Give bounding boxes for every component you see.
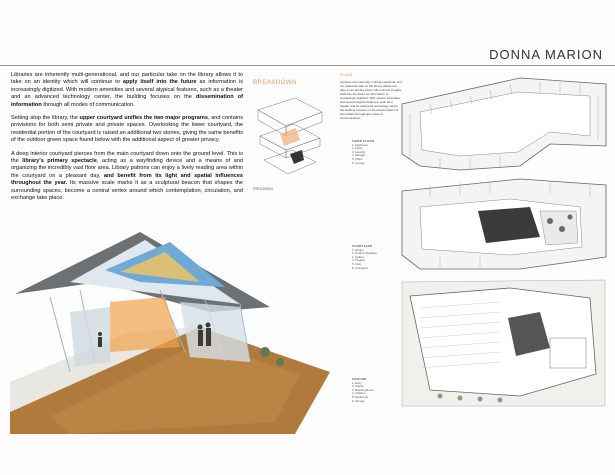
plans-title: PLANS bbox=[340, 73, 353, 77]
legend-item: 2. Stacks bbox=[352, 384, 364, 389]
paragraph-1 bbox=[11, 72, 243, 109]
paragraph-3 bbox=[11, 151, 243, 203]
body-text: through all modes of communication. bbox=[41, 101, 135, 108]
body-text: as information is increasingly digitized. With modern amenities and several atypical features, such as a theater and an advanced technology center, the building focuses on the bbox=[11, 79, 243, 101]
legend-item: 5. Café bbox=[352, 261, 362, 266]
legend-item: 4. Storage bbox=[352, 153, 365, 158]
legend-item: 5. Media Lab bbox=[352, 394, 369, 399]
floor-plan-courtyard bbox=[400, 177, 608, 272]
legend-item: 3. Gallery bbox=[352, 254, 364, 259]
header-divider bbox=[0, 65, 615, 66]
legend-title: THIRD FLOOR bbox=[352, 139, 375, 143]
body-text: A deep interior courtyard pierces from the main courtyard down onto the ground level. This is the bbox=[11, 150, 243, 165]
body-text: Setting atop the library, the bbox=[11, 115, 80, 122]
emphasis-text: upper courtyard unifies the two major programs bbox=[79, 115, 208, 122]
plans-caption: Libraries are inherently multi-generational, and our particular take on the library allows it to take on an identity which will continue to apply itself into the future as information is increasingly digitized. With modern amenities and several atypical features, such as a theater and an advanced technology center, the building focuses on the dissemination of information through all modes of communication. bbox=[340, 80, 402, 120]
legend-title: GROUND bbox=[352, 377, 367, 381]
breakdown-diagram bbox=[250, 88, 330, 188]
courtyard-rendering bbox=[10, 212, 335, 434]
legend-item: 6. Courtyard bbox=[352, 265, 368, 270]
legend-item: 1. Apartment bbox=[352, 142, 368, 147]
legend-item: 2. Outdoor Reading bbox=[352, 251, 377, 256]
legend-item: 4. Children bbox=[352, 391, 366, 396]
breakdown-title: BREAKDOWN bbox=[253, 80, 297, 86]
body-text: Libraries are inherently multi-generational, and our particular take on the library allows it to take on an identity which will continue to bbox=[11, 72, 243, 86]
legend-item: 3. Laundry bbox=[352, 149, 366, 154]
legend-ground bbox=[352, 378, 396, 403]
legend-item: 2. Lobby bbox=[352, 146, 363, 151]
floor-plan-upper bbox=[400, 74, 608, 172]
body-text: , acting as a wayfinding device and a means of and organizing the incredibly vast floor area. Library patrons can enjoy a lively reading area within the courtyard on a pleasant day, bbox=[11, 158, 244, 179]
description-text bbox=[11, 72, 243, 209]
emphasis-text: library's primary spectacle bbox=[22, 158, 97, 165]
legend-item: 5. Office bbox=[352, 156, 363, 161]
paragraph-2 bbox=[11, 115, 243, 145]
legend-item: 1. Library bbox=[352, 247, 364, 252]
emphasis-text: dissemination of information bbox=[11, 94, 243, 108]
emphasis-text: and benefit from its light and spatial influences throughout the year. bbox=[11, 172, 243, 187]
legend-item: 1. Entry bbox=[352, 380, 362, 385]
legend-item: 6. Service bbox=[352, 398, 365, 403]
legend-item: 4. Theater bbox=[352, 258, 365, 263]
legend-third-floor bbox=[352, 140, 396, 165]
legend-item: 6. Lounge bbox=[352, 160, 365, 165]
legend-item: 3. Reading Room bbox=[352, 387, 374, 392]
legend-title: COURTYARD bbox=[352, 244, 373, 248]
floor-plan-ground bbox=[400, 278, 608, 408]
body-text: , and contains provisions for both semi private and private spaces. Overlooking the lower courtyard, the residential portion of the courtyard is raised an additional two stories, giving the same benefits of the outdoor green space found below with the additional aspect of greater privacy. bbox=[11, 115, 243, 144]
body-text: Its massive scale marks it as a sculptural beacon that shapes the surrounding spaces, become a central vertex around which contemplation, circulation, and exchange take place. bbox=[11, 180, 243, 202]
author-name: DONNA MARION bbox=[489, 47, 603, 62]
legend-courtyard bbox=[352, 245, 396, 270]
emphasis-text: apply itself into the future bbox=[122, 79, 197, 86]
program-label: PROGRAM bbox=[253, 187, 273, 191]
